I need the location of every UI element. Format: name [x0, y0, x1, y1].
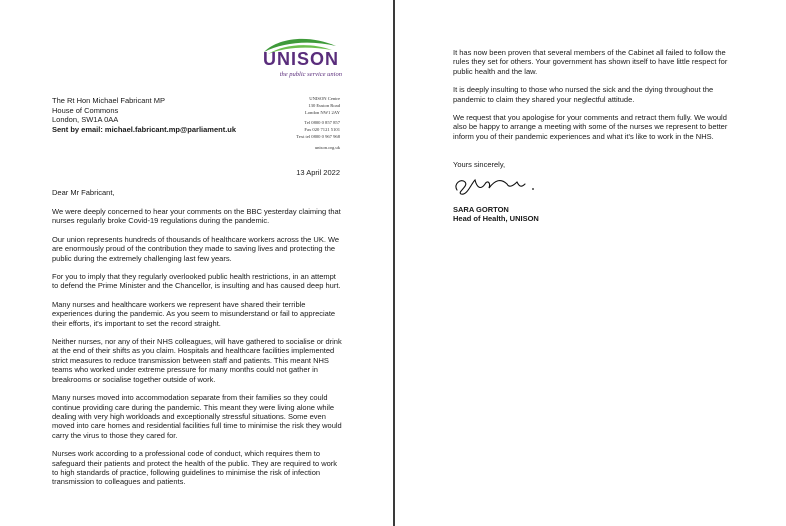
letter-page-2	[395, 0, 786, 526]
sender-address	[250, 96, 340, 152]
recipient-line: London, SW1A 0AA	[52, 115, 119, 124]
body-paragraph: We request that you apologise for your comments and retract them fully. We would also be happy to arrange a meeting with some of the nurses we represent to better inform you of their pandemic experiences and what it's like to work in the NHS.	[453, 113, 728, 141]
body-paragraph: Many nurses and healthcare workers we represent have shared their terrible experiences during the pandemic. As you seem to misunderstand or fail to appreciate their efforts, it's important to set the record straight.	[52, 299, 336, 328]
sender-line: London NW1 2AY	[304, 109, 340, 115]
letter-body-page-1	[52, 207, 342, 496]
signature-image	[451, 170, 541, 200]
recipient-line: House of Commons	[52, 105, 119, 115]
body-paragraph: For you to imply that they regularly overlooked public health restrictions, in an attempt to defend the Prime Minister and the Chancellor, is insulting and has caused deep hurt.	[52, 272, 341, 291]
sender-line: 130 Euston Road	[308, 102, 340, 108]
body-paragraph: Neither nurses, nor any of their NHS colleagues, will have gathered to socialise or drink at the end of their shifts as you claim. Hospitals and healthcare facilities implemented strict measures to reduce transmission between staff and patients. This meant NHS teams who worked under extreme pressure for many months could not gather in breakrooms or socialise together outside of work.	[52, 337, 342, 384]
unison-logo	[258, 36, 342, 86]
recipient-email: Sent by email: michael.fabricant.mp@parliament.uk	[52, 124, 237, 134]
logo-tagline: the public service union	[279, 71, 342, 78]
recipient-line: The Rt Hon Michael Fabricant MP	[52, 96, 165, 105]
signatory-title: Head of Health, UNISON	[453, 214, 539, 224]
sender-textphone: Text tel 0800 0 967 968	[296, 133, 340, 139]
letter-date: 13 April 2022	[296, 168, 340, 177]
sender-line: UNISON Centre	[309, 96, 340, 101]
body-paragraph: Nurses work according to a professional code of conduct, which requires them to safeguard their patients and protect the health of the public. They are required to work to high standards of practice, following guidelines to minimise the risk of infection transmission to colleagues and patients.	[52, 449, 338, 487]
body-paragraph: It has now been proven that several members of the Cabinet all failed to follow the rules they set for others. Your government has shown itself to have little respect for public health and the law.	[453, 48, 728, 76]
recipient-address	[52, 96, 236, 134]
body-paragraph: Many nurses moved into accommodation separate from their families so they could continue providing care during the pandemic. This meant they were living alone while dealing with very high workloads and exceptionally stressful situations. Some even moved into care homes and residential facilities full time to minimise the risk they would carry the virus to those they cared for.	[52, 393, 342, 440]
letter-body-page-2	[453, 48, 735, 150]
sender-tel: Tel 0800 0 857 857	[304, 120, 340, 126]
salutation: Dear Mr Fabricant,	[52, 188, 115, 197]
body-paragraph: Our union represents hundreds of thousands of healthcare workers across the UK. We are enormously proud of the contribution they made to saving lives and protecting the public during the extremely challenging last few years.	[52, 234, 340, 263]
closing: Yours sincerely,	[453, 160, 506, 169]
body-paragraph: We were deeply concerned to hear your comments on the BBC yesterday claiming that nurses regularly broke Covid-19 regulations during the pandemic.	[52, 207, 341, 226]
body-paragraph: It is deeply insulting to those who nursed the sick and the dying throughout the pandemic to claim they shared your neglectful attitude.	[453, 85, 714, 104]
logo-wordmark: UNISON	[263, 49, 340, 69]
signatory-name: SARA GORTON	[453, 205, 509, 214]
sender-fax: Fax 020 7121 5101	[304, 127, 340, 133]
signatory-block	[453, 205, 539, 224]
sender-web: unison.org.uk	[314, 144, 340, 150]
